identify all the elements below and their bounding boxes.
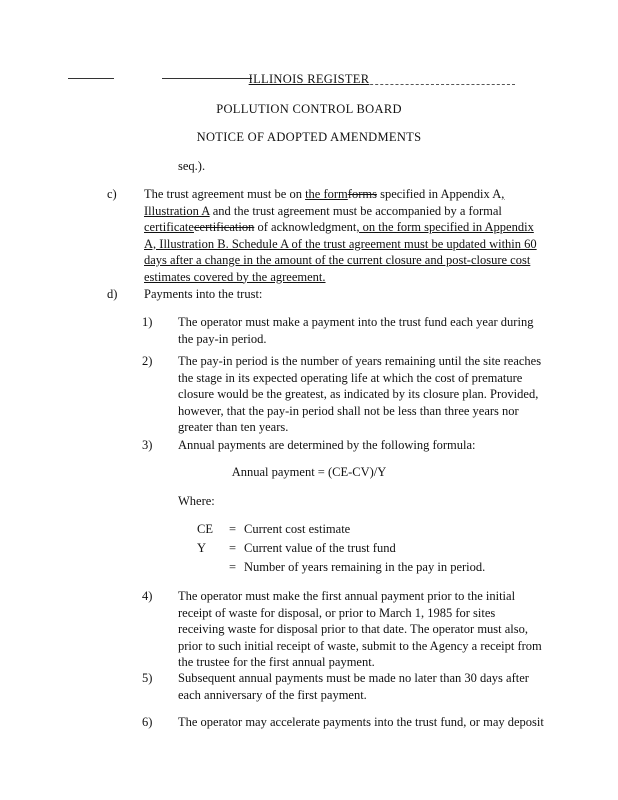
var-ce-symbol: CE [197, 522, 213, 536]
item-3-text: Annual payments are determined by the following formula: [178, 438, 476, 452]
var-y-symbol: Y [197, 541, 207, 555]
c-seg-form-inserted: the form [305, 187, 348, 201]
board-title: POLLUTION CONTROL BOARD [216, 102, 402, 116]
section-d-label: d) [107, 287, 118, 301]
c-seg-forms-deleted: forms [347, 187, 377, 201]
c-seg-certification-deleted: certification [193, 220, 255, 234]
section-d-text: Payments into the trust: [144, 287, 263, 301]
item-1-text: The operator must make a payment into the trust fund each year during the pay-in period. [178, 315, 534, 346]
item-4-text: The operator must make the first annual payment prior to the initial receipt of waste for disposal, or prior to March 1, 1985 for sites receiving waste for disposal prior to that date. The operator must also, prior to such initial receipt of waste, submit to the Agency a receipt from the trustee for the first annual payment. [178, 589, 542, 669]
item-2-label: 2) [142, 354, 153, 368]
c-seg-4: specified in Appendix A [376, 187, 502, 201]
var-ce-equals: = [229, 522, 237, 536]
c-seg-certificate-inserted: certificate [144, 220, 194, 234]
item-2-text: The pay-in period is the number of years remaining until the site reaches the stage in its expected operating life at which the cost of premature closure would be the greatest, as indicated by its closure plan. Provided, however, that the pay-in period shall not be less than three years nor greater than ten years. [178, 354, 542, 434]
register-text: ILLINOIS REGISTER [248, 72, 370, 86]
register-title [0, 72, 618, 87]
section-c-label: c) [107, 187, 117, 201]
item-1-label: 1) [142, 315, 153, 329]
annual-payment-formula: Annual payment = (CE-CV)/Y [231, 465, 387, 479]
c-seg-10: of acknowledgment [254, 220, 357, 234]
item-6-label: 6) [142, 715, 153, 729]
item-4-label: 4) [142, 589, 153, 603]
var-y-equals: = [229, 541, 237, 555]
var-n-desc: Number of years remaining in the pay in period. [244, 560, 486, 574]
section-c-text [144, 186, 544, 285]
c-seg-comma: , [501, 187, 505, 201]
fragment-text: seq.). [178, 159, 206, 173]
item-5-text: Subsequent annual payments must be made no later than 30 days after each anniversary of the first payment. [178, 671, 529, 702]
c-seg-1: The trust agreement must be on [144, 187, 306, 201]
c-seg-inserted-tail: , on the form specified in Appendix A, Illustration B. Schedule A of the trust agreement must be updated within 60 days after a change in the amount of the current closure and post-closure cost estimates covered by the agreement. [144, 220, 537, 284]
c-seg-illustration-a: Illustration A [144, 203, 210, 218]
item-6-text: The operator may accelerate payments into the trust fund, or may deposit [178, 715, 544, 729]
c-seg-7: and the trust agreement must be accompanied by a formal [209, 203, 502, 218]
var-y-desc: Current value of the trust fund [244, 541, 396, 555]
item-5-label: 5) [142, 671, 153, 685]
var-ce-desc: Current cost estimate [244, 522, 351, 536]
notice-title: NOTICE OF ADOPTED AMENDMENTS [196, 130, 422, 144]
item-3-label: 3) [142, 438, 153, 452]
where-label: Where: [178, 494, 215, 508]
var-n-equals: = [229, 560, 237, 574]
